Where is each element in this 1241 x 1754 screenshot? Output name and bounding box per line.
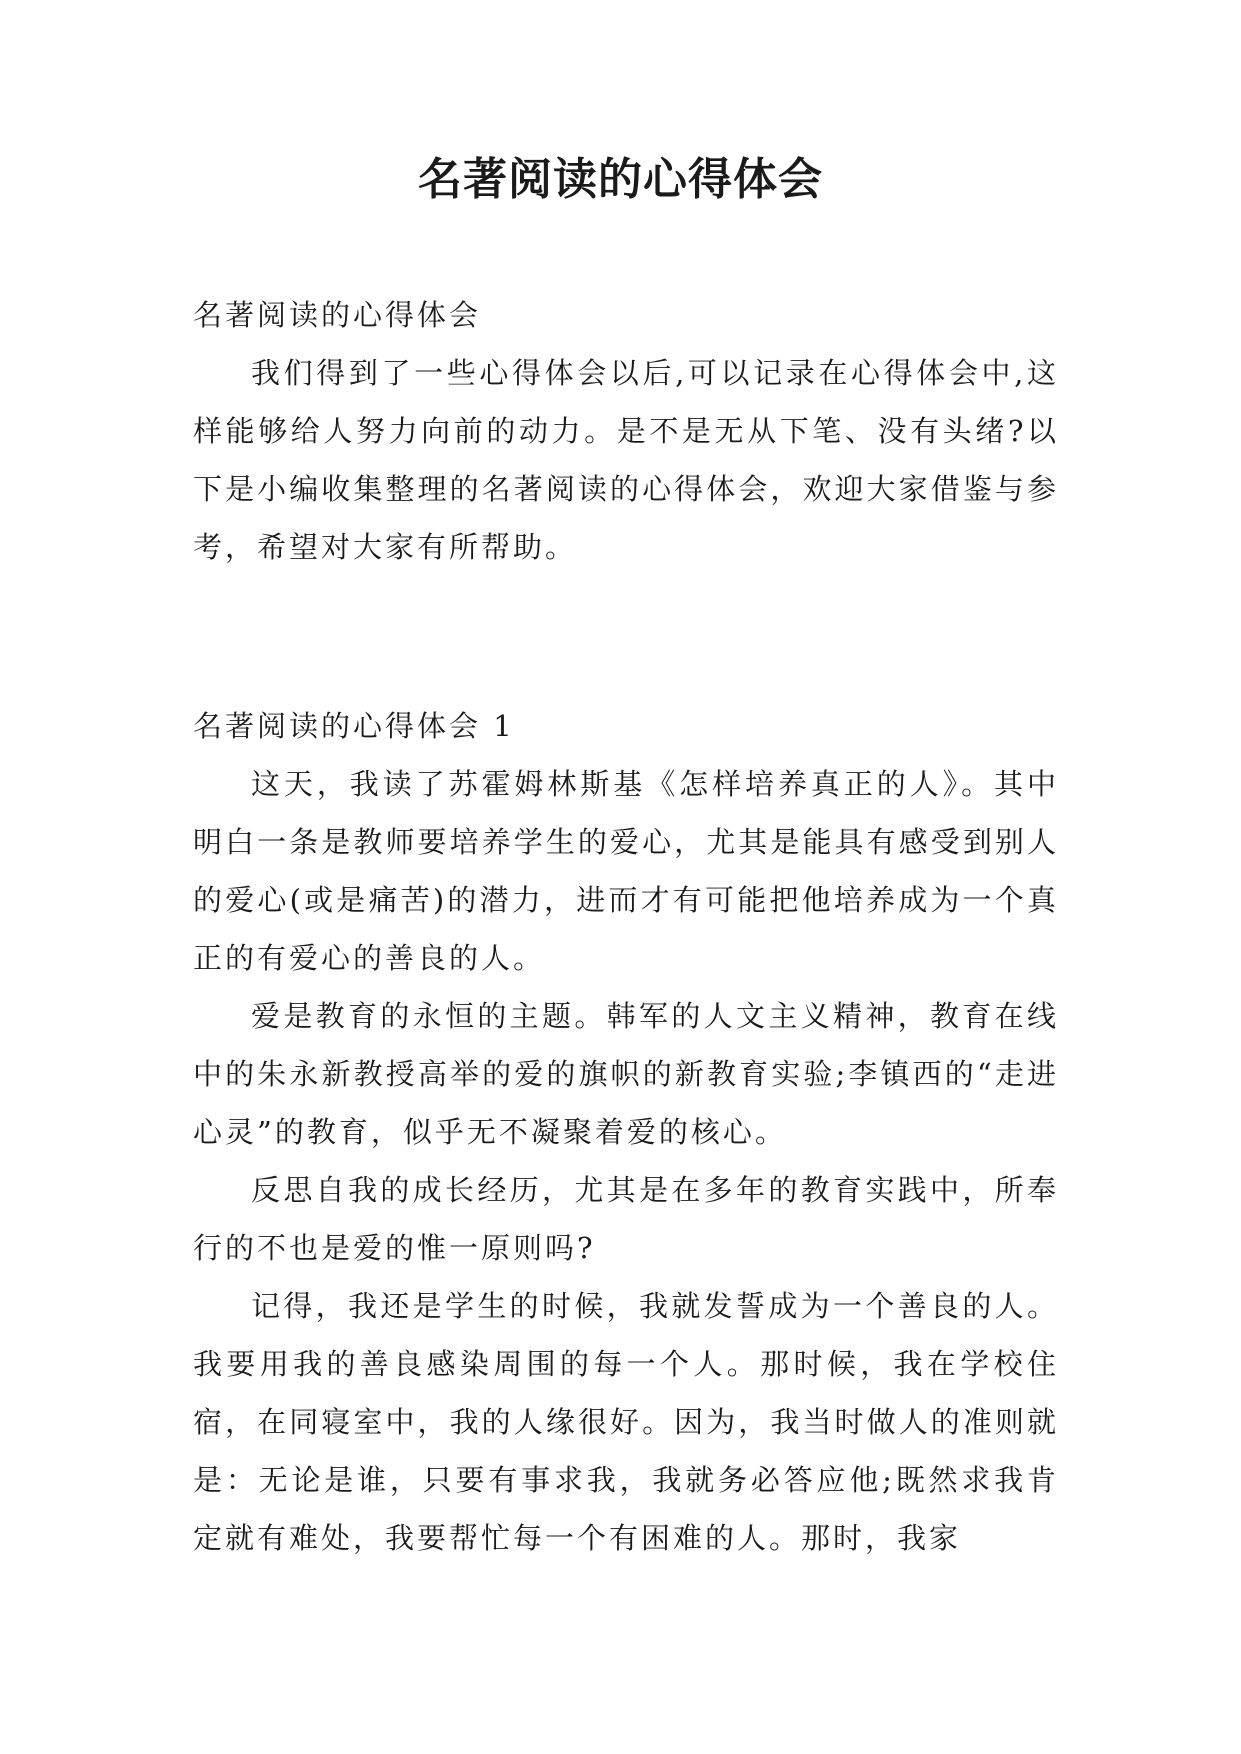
section-1-paragraph: 这天，我读了苏霍姆林斯基《怎样培养真正的人》。其中明白一条是教师要培养学生的爱心，尤其是能具有感受到别人的爱心(或是痛苦)的潜力，进而才有可能把他培养成为一个真正的有爱心的善良的人。 (193, 767, 1059, 975)
document-title: 名著阅读的心得体会 (418, 154, 823, 205)
intro-section (193, 286, 1059, 576)
section-1 (193, 697, 1059, 1567)
section-1-paragraph: 记得，我还是学生的时候，我就发誓成为一个善良的人。我要用我的善良感染周围的每一个人。那时候，我在学校住宿，在同寝室中，我的人缘很好。因为，我当时做人的准则就是：无论是谁，只要有事求我，我就务必答应他;既然求我肯定就有难处，我要帮忙每一个有困难的人。那时，我家 (193, 1289, 1059, 1555)
section-1-heading: 名著阅读的心得体会 1 (193, 709, 515, 743)
section-1-paragraph: 反思自我的成长经历，尤其是在多年的教育实践中，所奉行的不也是爱的惟一原则吗? (193, 1173, 1059, 1265)
intro-subtitle: 名著阅读的心得体会 (193, 298, 482, 332)
intro-paragraph: 我们得到了一些心得体会以后,可以记录在心得体会中,这样能够给人努力向前的动力。是不是无从下笔、没有头绪?以下是小编收集整理的名著阅读的心得体会，欢迎大家借鉴与参考，希望对大家有所帮助。 (193, 356, 1059, 564)
section-1-paragraph: 爱是教育的永恒的主题。韩军的人文主义精神，教育在线中的朱永新教授高举的爱的旗帜的新教育实验;李镇西的“走进心灵”的教育，似乎无不凝聚着爱的核心。 (193, 999, 1059, 1149)
